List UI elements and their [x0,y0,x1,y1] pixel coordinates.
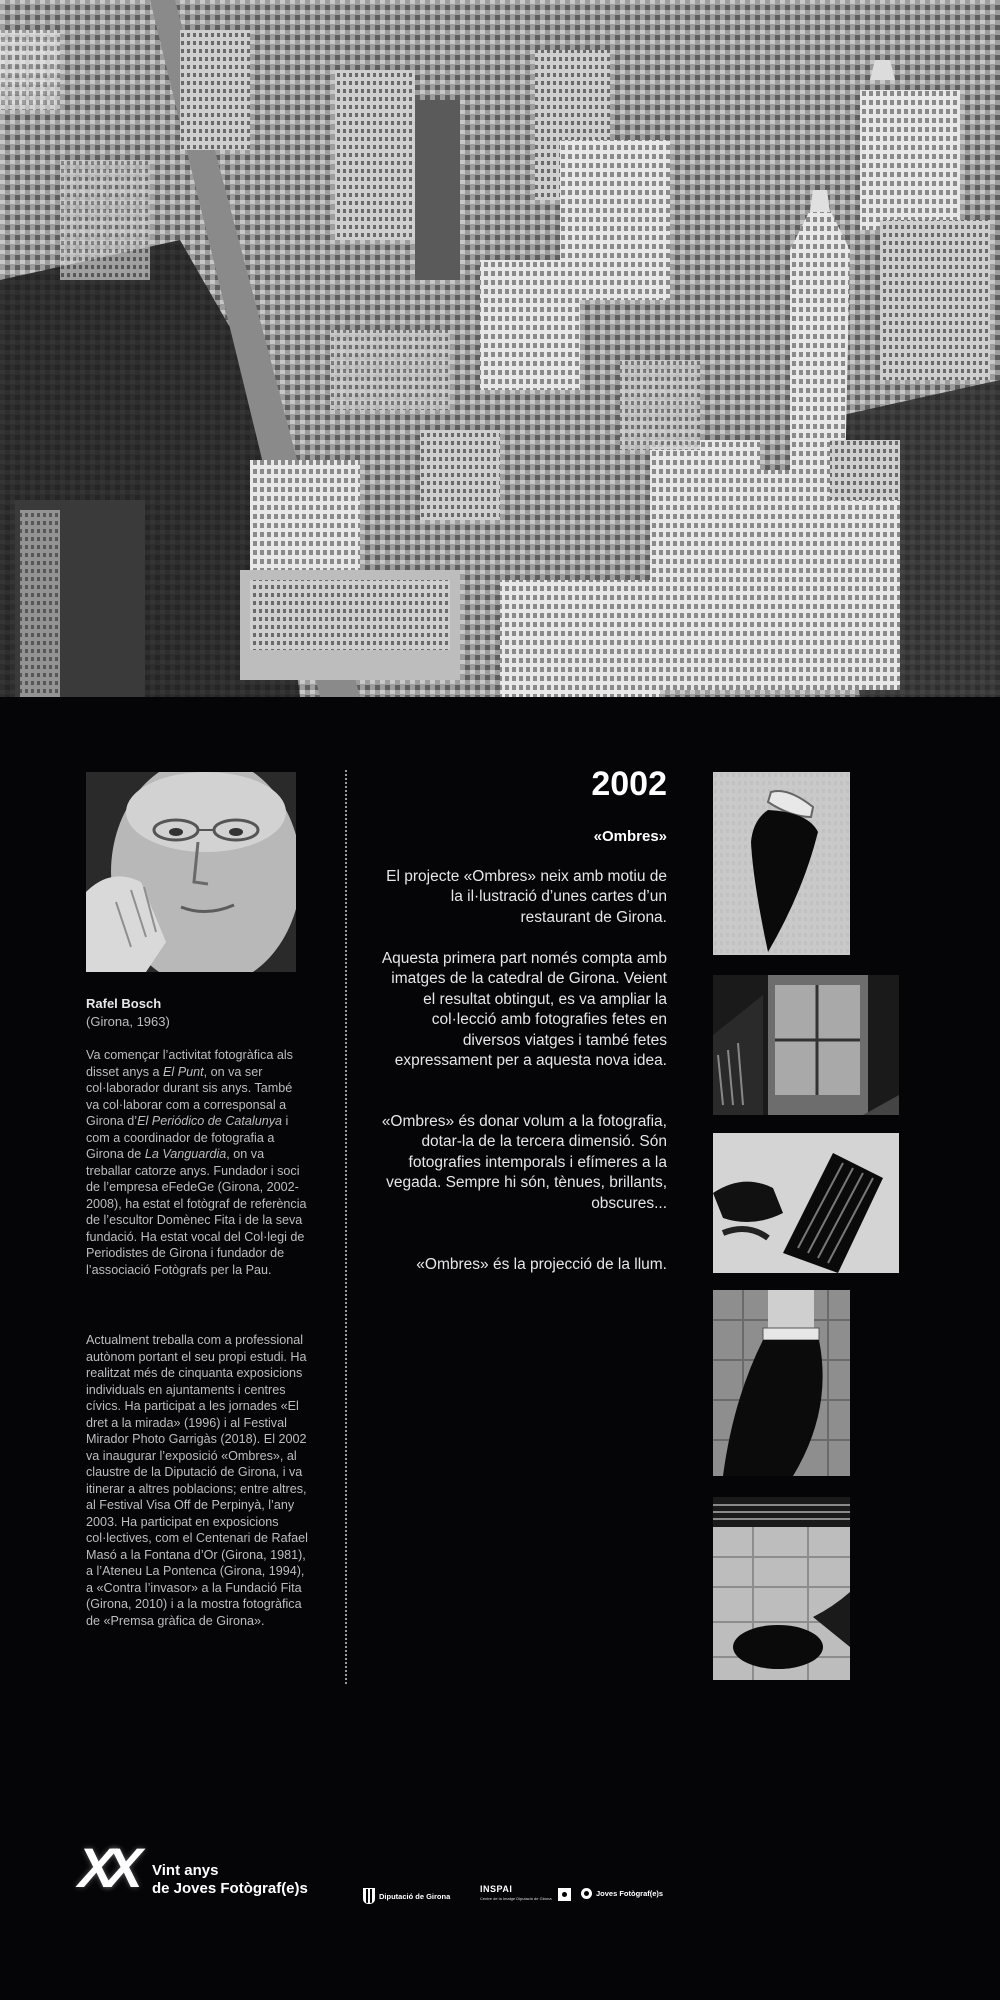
bollard-shadow-photo [713,1290,850,1476]
inspai-wordmark [480,1885,552,1903]
boat-shadow-illustration [713,772,850,955]
publication-name: El Punt [163,1064,204,1079]
footer-title-line-2: de Joves Fotògraf(e)s [152,1880,308,1897]
bio-text: i com a coordinador de fotografia a Girona de [86,1114,289,1161]
project-paragraph [377,867,667,928]
author-bio-paragraph-2 [86,1332,308,1629]
sponsor-sublabel: Centre de la Imatge Diputació de Girona [480,1896,552,1901]
portrait-photo [86,772,296,972]
sponsor-label: Diputació de Girona [379,1891,451,1901]
city-aerial-illustration [0,0,1000,697]
bio-text: , on va ser col·laborador durant sis anys. També va col·laborar com a corresponsal a Girona d’ [86,1064,293,1128]
city-aerial-photo [0,0,1000,697]
publication-name: El Periódico de Catalunya [137,1114,283,1128]
project-paragraph-text: El projecte «Ombres» neix amb motiu de la il·lustració d’unes cartes d’un restaurant de Girona. [386,868,667,926]
project-title: «Ombres» [593,828,667,845]
author-origin: (Girona, 1963) [86,1014,170,1029]
sponsor-label: Joves Fotògraf(e)s [596,1889,664,1898]
sponsor-inspai [480,1885,571,1903]
grate-shadow-illustration [713,1133,899,1273]
publication-name: La Vanguardia [144,1147,227,1161]
bio-text: , on va treballar catorze anys. Fundador i soci de l’empresa eFedeGe (Girona, 2002-2008), ha estat el fotògraf de referència de l’escultor Domènec Fita i de la seva fundació. Ha estat vocal del Col·legi de Periodistes de Girona i fundador de l’associació Fotògrafs per la Pau. [86,1147,307,1277]
coat-of-arms-icon [363,1888,375,1904]
xx-logo: XX [78,1836,133,1899]
joves-circle-icon [581,1888,592,1899]
sponsor-diputacio [363,1888,450,1904]
grate-shadow-photo [713,1133,899,1273]
portrait-illustration [86,772,296,972]
footer-title-line-1: Vint anys [152,1862,219,1879]
stairs-shadow-photo [713,1497,850,1680]
stairs-shadow-illustration [713,1497,850,1680]
window-shadow-photo [713,975,899,1115]
inspai-square-icon [558,1888,571,1901]
project-paragraph-text: «Ombres» és la projecció de la llum. [416,1256,667,1273]
project-paragraph [377,949,667,1071]
project-paragraph-text: Aquesta primera part només compta amb imatges de la catedral de Girona. Veient el resultat obtingut, es va ampliar la col·lecció amb fotografies fetes en diversos viatges i també fetes expressament per a aquesta nova idea. [381,950,667,1070]
project-year: 2002 [591,765,667,803]
sponsor-label: INSPAI [480,1884,513,1894]
project-paragraph [377,1255,667,1275]
dotted-separator [345,770,347,1684]
bollard-shadow-illustration [713,1290,850,1476]
bio-text: Va començar l’activitat fotogràfica als disset anys a [86,1048,293,1079]
project-paragraph-text: «Ombres» és donar volum a la fotografia, dotar-la de la tercera dimensió. Són fotografies intemporals i efímeres a la vegada. Sempre hi són, tènues, brillants, obscures... [381,1113,667,1212]
project-paragraph [377,1112,667,1214]
boat-shadow-photo [713,772,850,955]
sponsor-joves [581,1888,663,1899]
bio-text: Actualment treballa com a professional autònom portant el seu propi estudi. Ha realitzat més de cinquanta exposicions individuals en ajuntaments i centres cívics. Ha participat a les jornades «El dret a la mirada» (1996) i al Festival Mirador Photo Garrigàs (2018). El 2002 va inaugurar l’exposició «Ombres», al claustre de la Diputació de Girona, i va itinerar a altres poblacions; entre altres, al Festival Visa Off de Perpinyà, l’any 2003. Ha participat en exposicions col·lectives, com el Centenari de Rafael Masó a la Fontana d’Or (Girona, 1981), a l’Ateneu La Pontenca (Girona, 1994), a «Contra l’invasor» a la Fundació Fita (Girona, 2010) i a la mostra fotogràfica de «Premsa gràfica de Girona». [86,1333,308,1628]
window-shadow-illustration [713,975,899,1115]
author-name: Rafel Bosch [86,996,162,1011]
author-bio-paragraph-1 [86,1047,308,1278]
